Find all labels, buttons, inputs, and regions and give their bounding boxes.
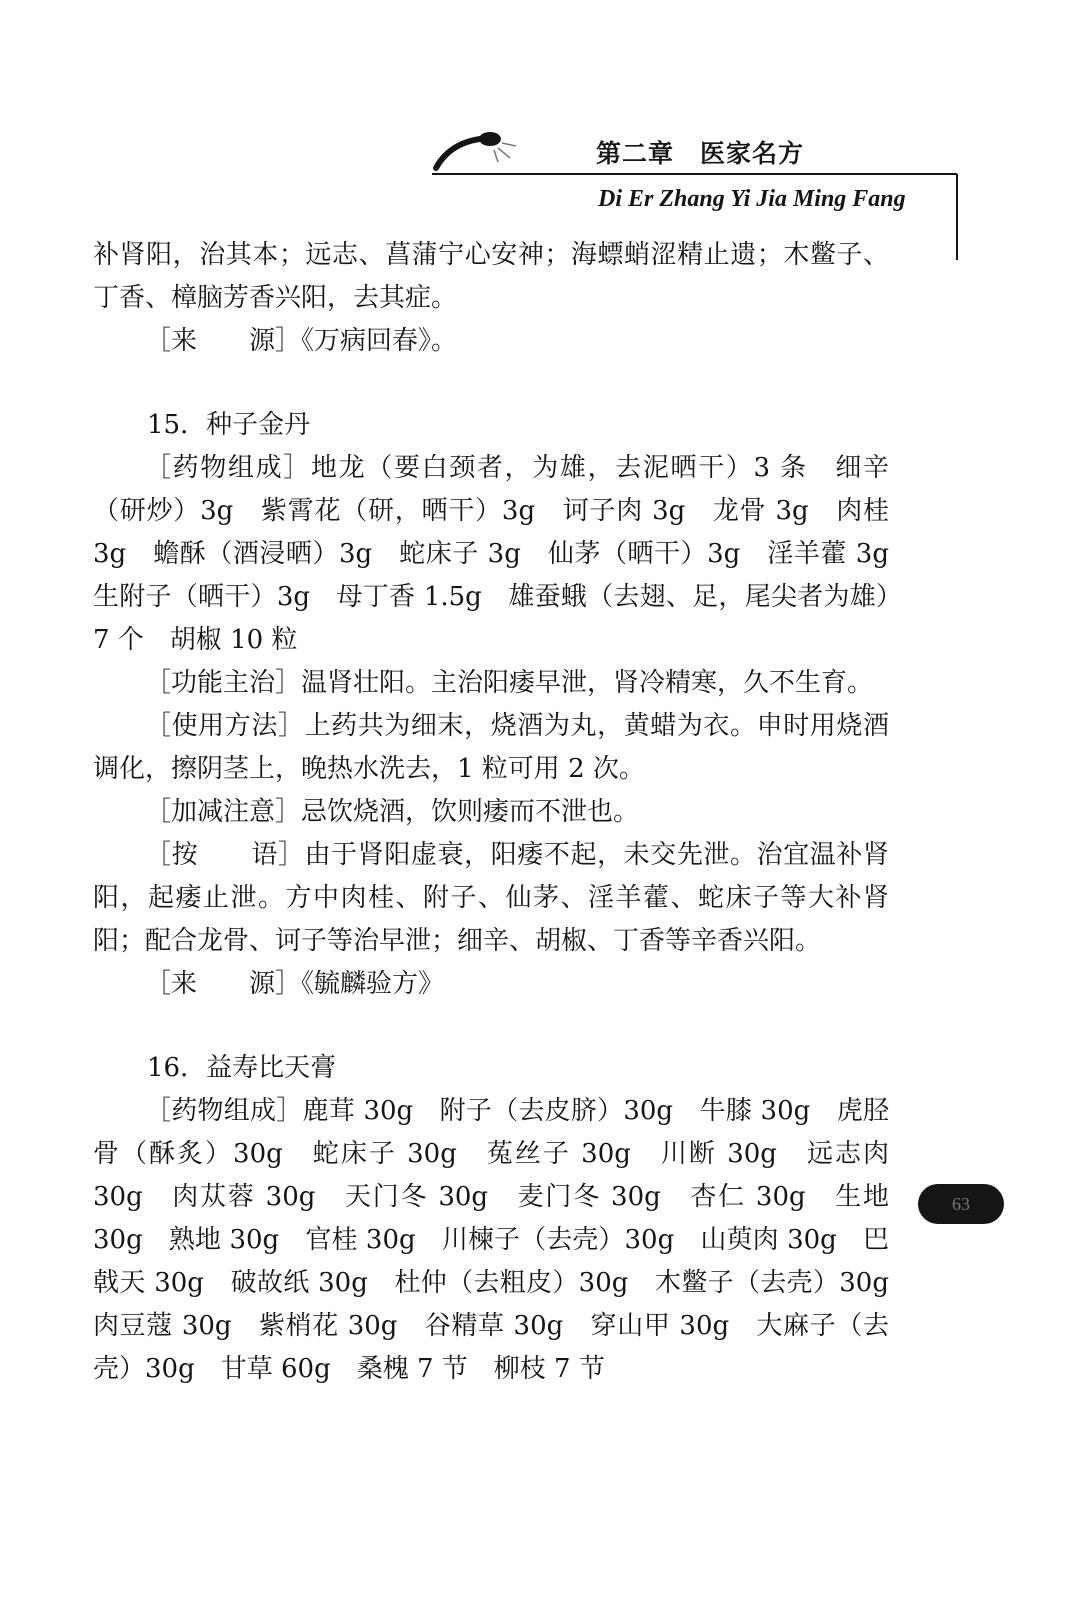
- recipe-15-function: [93, 662, 889, 705]
- usage-text: 上药共为细末，烧酒为丸，黄蜡为衣。申时用烧酒调化，擦阴茎上，晚热水洗去，1 粒可用 2 次。: [93, 711, 889, 784]
- recipe-15-title: 15．种子金丹: [147, 410, 311, 440]
- recipe-15-note: [93, 834, 889, 963]
- page-number: 63: [918, 1184, 1004, 1224]
- function-label: ［功能主治］: [145, 668, 302, 698]
- function-text: 温肾壮阳。主治阳痿早泄，肾冷精寒，久不生育。: [301, 668, 874, 698]
- chapter-pinyin: Di Er Zhang Yi Jia Ming Fang: [598, 186, 906, 212]
- recipe-15-usage: [93, 705, 889, 791]
- recipe-16-title: 16．益寿比天膏: [147, 1053, 337, 1083]
- composition-text: 鹿茸 30g 附子（去皮脐）30g 牛膝 30g 虎胫骨（酥炙）30g 蛇床子 30g 菟丝子 30g 川断 30g 远志肉 30g 肉苁蓉 30g 天门冬 30g 麦门冬 30g 杏仁 30g 生地 30g 熟地 30g 官桂 30g 川楝子（去壳）30g 山萸肉 30g 巴戟天 30g 破故纸 30g 杜仲（去粗皮）30g 木鳖子（去壳）30g 肉豆蔻 30g 紫梢花 30g 谷精草 30g 穿山甲 30g 大麻子（去壳）30g 甘草 60g 桑槐 7 节 柳枝 7 节: [93, 1096, 916, 1384]
- recipe-15-caution: [93, 791, 889, 834]
- source-text: 《万病回春》。: [301, 326, 458, 356]
- intro-source: [93, 320, 889, 363]
- caution-label: ［加减注意］: [145, 797, 302, 827]
- source-text: 《毓麟验方》: [301, 969, 445, 999]
- usage-label: ［使用方法］: [145, 711, 305, 741]
- chapter-title: 第二章 医家名方: [596, 139, 805, 168]
- recipe-15-source: [93, 963, 889, 1006]
- composition-text: 地龙（要白颈者，为雄，去泥晒干）3 条 细辛（研炒）3g 紫霄花（研，晒干）3g 诃子肉 3g 龙骨 3g 肉桂 3g 蟾酥（酒浸晒）3g 蛇床子 3g 仙茅（晒干）3g 淫羊藿 3g 生附子（晒干）3g 母丁香 1.5g 雄蚕蛾（去翅、足，尾尖者为雄）7 个 胡椒 10 粒: [93, 453, 916, 655]
- intro-paragraph: 补肾阳，治其本；远志、菖蒲宁心安神；海螵蛸涩精止遗；木鳖子、丁香、樟脑芳香兴阳，去其症。: [93, 240, 889, 313]
- page-body: [93, 234, 916, 1391]
- composition-label: ［药物组成］: [145, 1096, 303, 1126]
- caution-text: 忌饮烧酒，饮则痿而不泄也。: [301, 797, 640, 827]
- source-label: ［来 源］: [145, 326, 302, 356]
- recipe-16-composition: [93, 1090, 916, 1391]
- source-label: ［来 源］: [145, 969, 302, 999]
- composition-label: ［药物组成］: [145, 453, 311, 483]
- lamp-rays-ornament: [494, 143, 516, 162]
- note-text: 由于肾阳虚衰，阳痿不起，未交先泄。治宜温补肾阳，起痿止泄。方中肉桂、附子、仙茅、淫羊藿、蛇床子等大补肾阳；配合龙骨、诃子等治早泄；细辛、胡椒、丁香等辛香兴阳。: [93, 840, 889, 956]
- lamp-head-ornament: [479, 132, 501, 146]
- header-decoration: [0, 0, 1080, 260]
- recipe-15-composition: [93, 447, 916, 662]
- note-label: ［按 语］: [145, 840, 305, 870]
